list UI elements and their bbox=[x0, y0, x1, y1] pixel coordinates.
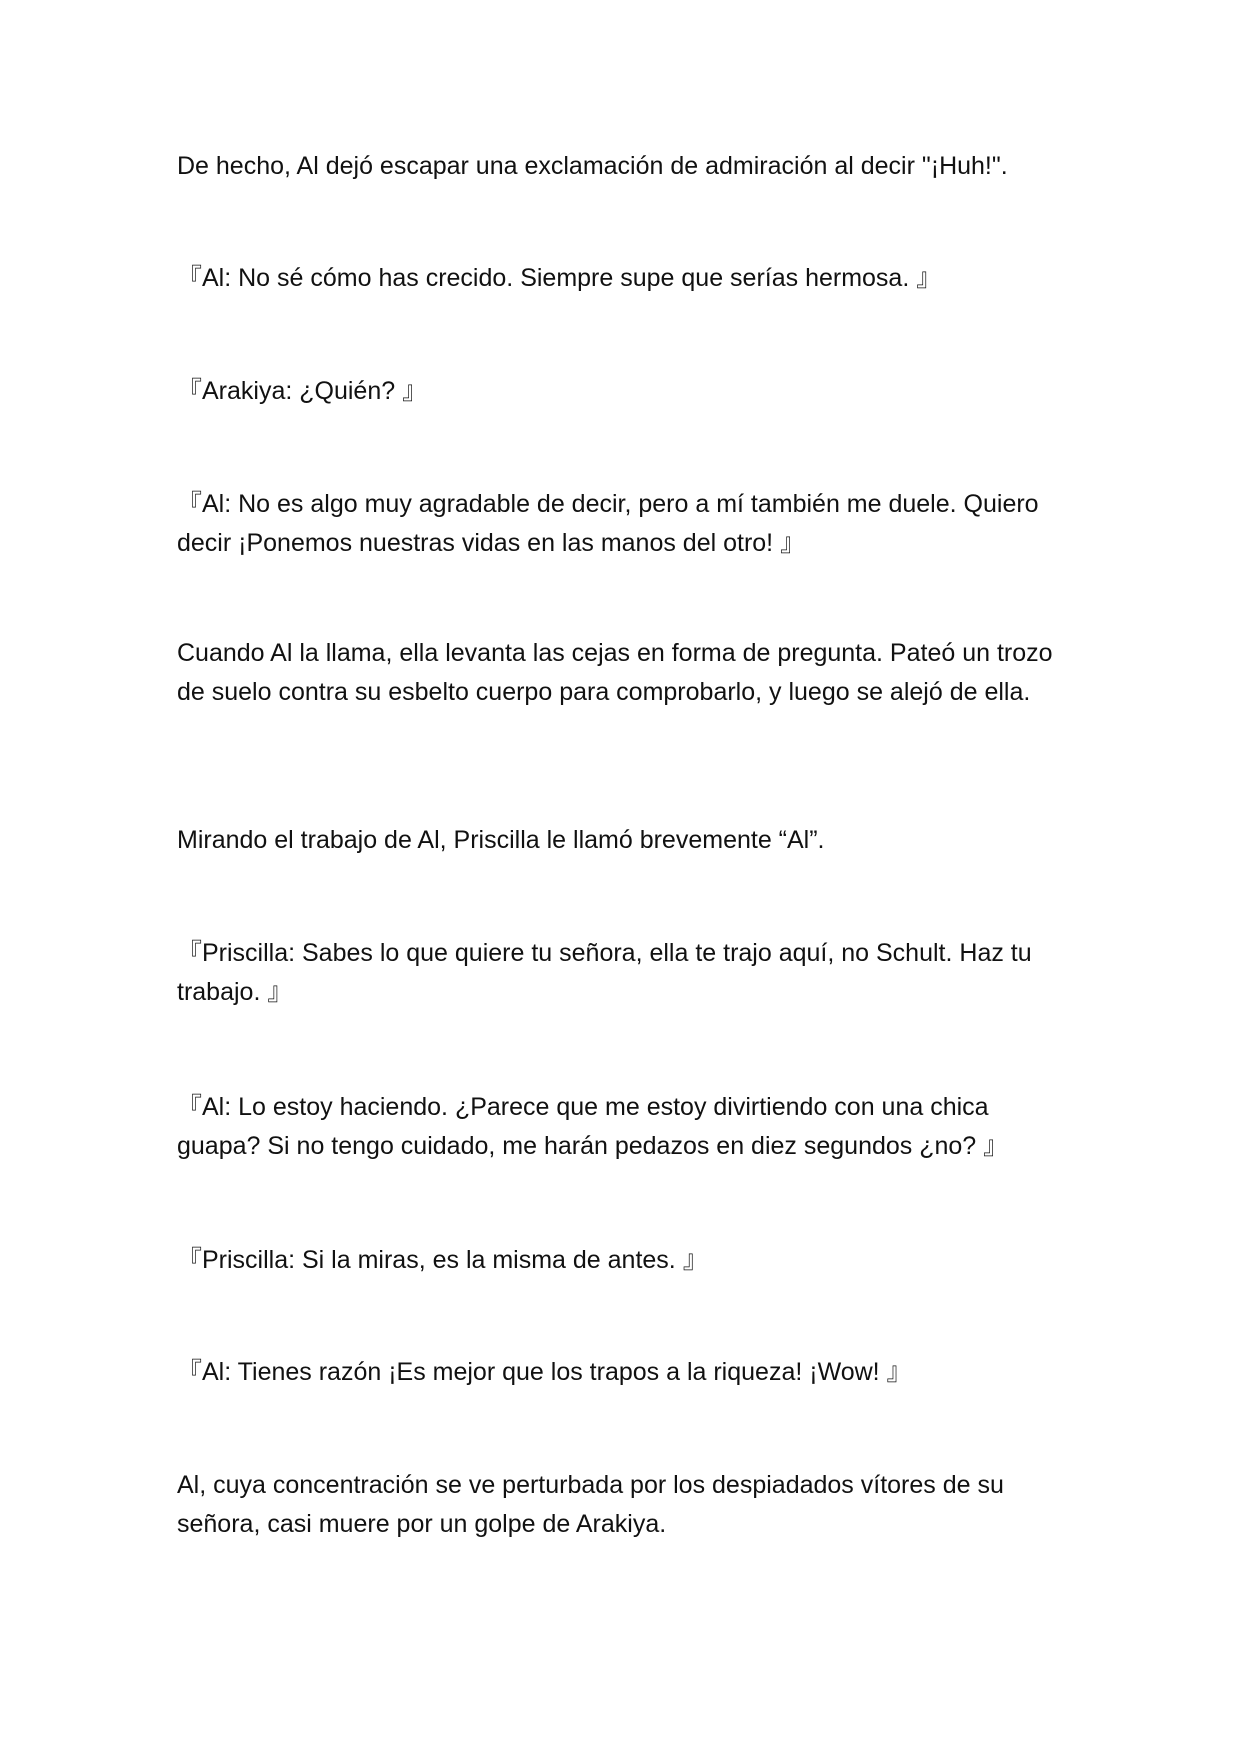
dialogue-line-al: 『Al: Tienes razón ¡Es mejor que los trapos a la riqueza! ¡Wow! 』 bbox=[177, 1358, 912, 1386]
narration-paragraph: Al, cuya concentración se ve perturbada por los despiadados vítores de su señora, casi muere por un golpe de Arakiya. bbox=[177, 1471, 1004, 1538]
dialogue-line-al: 『Al: No es algo muy agradable de decir, pero a mí también me duele. Quiero decir ¡Ponemos nuestras vidas en las manos del otro! 』 bbox=[177, 490, 1039, 557]
dialogue-line-al: 『Al: Lo estoy haciendo. ¿Parece que me estoy divirtiendo con una chica guapa? Si no tengo cuidado, me harán pedazos en diez segundos ¿no? 』 bbox=[177, 1093, 1009, 1160]
narration-paragraph: De hecho, Al dejó escapar una exclamación de admiración al decir "¡Huh!". bbox=[177, 152, 1008, 180]
dialogue-line-priscilla: 『Priscilla: Si la miras, es la misma de antes. 』 bbox=[177, 1246, 708, 1274]
dialogue-line-al: 『Al: No sé cómo has crecido. Siempre supe que serías hermosa. 』 bbox=[177, 264, 942, 292]
dialogue-line-priscilla: 『Priscilla: Sabes lo que quiere tu señora, ella te trajo aquí, no Schult. Haz tu trabajo. 』 bbox=[177, 939, 1032, 1006]
narration-paragraph: Cuando Al la llama, ella levanta las cejas en forma de pregunta. Pateó un trozo de suelo contra su esbelto cuerpo para comprobarlo, y luego se alejó de ella. bbox=[177, 639, 1053, 706]
dialogue-line-arakiya: 『Arakiya: ¿Quién? 』 bbox=[177, 377, 428, 405]
narration-paragraph: Mirando el trabajo de Al, Priscilla le llamó brevemente “Al”. bbox=[177, 826, 825, 854]
